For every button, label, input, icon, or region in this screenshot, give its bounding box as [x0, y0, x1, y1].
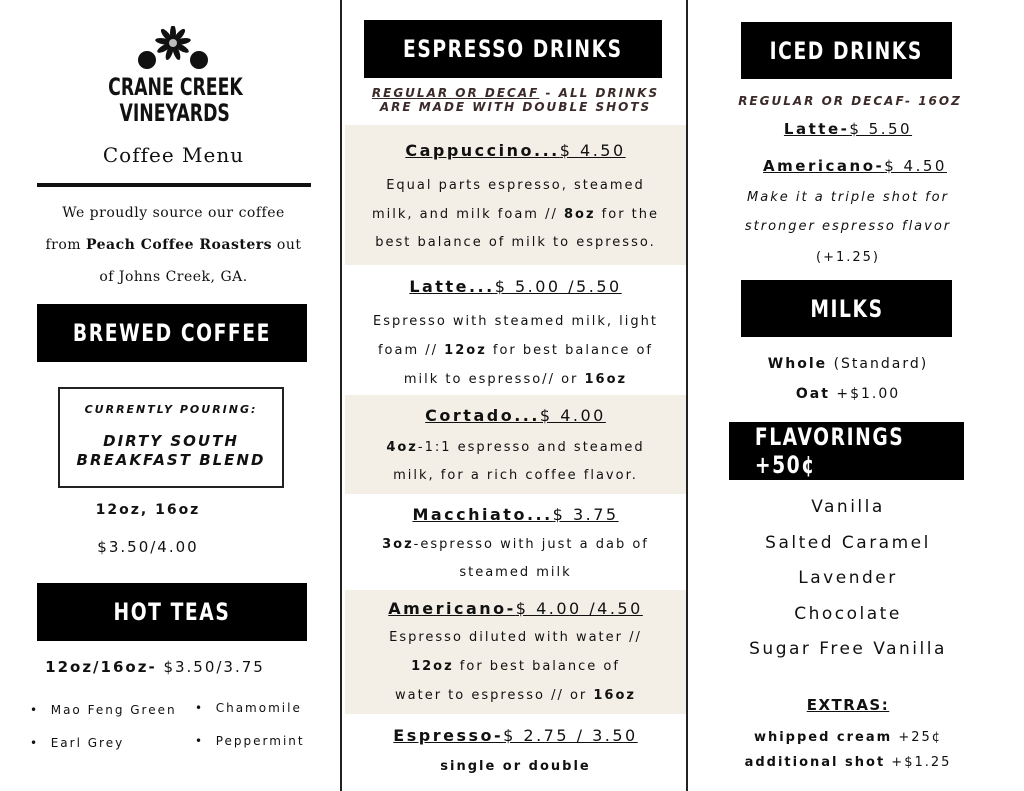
- drink-price: $ 5.50: [849, 120, 913, 138]
- drink-description: steamed milk: [459, 565, 572, 580]
- drink-description: single or double: [440, 759, 591, 774]
- tea-name: Earl Grey: [50, 736, 125, 750]
- desc-size: 4oz: [386, 440, 418, 455]
- desc-size: 8oz: [563, 207, 596, 222]
- tea-item: • Chamomile: [195, 701, 302, 715]
- tea-price: $3.50/3.75: [156, 658, 265, 676]
- header-text: ICED DRINKS: [769, 36, 924, 65]
- milk-option: [700, 386, 996, 402]
- drink-description: best balance of milk to espresso.: [375, 235, 656, 250]
- flavor-item: Sugar Free Vanilla: [749, 639, 947, 659]
- drink-name: Latte-: [783, 120, 850, 138]
- milk-name: Whole: [767, 356, 828, 372]
- column-divider: [686, 0, 688, 791]
- flavor-item: Vanilla: [811, 497, 885, 517]
- iced-note: stronger espresso flavor: [744, 219, 952, 234]
- extra-name: whipped cream: [753, 730, 893, 745]
- brewed-coffee-header: [37, 304, 307, 362]
- desc-text: for best balance of: [453, 659, 620, 674]
- desc-text: milk, and milk foam //: [371, 207, 564, 222]
- extra-item: [700, 730, 996, 746]
- desc-text: water to espresso // or: [395, 688, 594, 703]
- intro-text: out: [271, 237, 302, 253]
- americano-title: [345, 601, 686, 617]
- drink-price: $ 4.00 /4.50: [515, 599, 643, 618]
- flavorings-header: [729, 422, 964, 480]
- drink-description: Equal parts espresso, steamed: [386, 178, 645, 193]
- sunflower-logo-icon: [138, 26, 208, 72]
- milk-price: +$1.00: [829, 386, 901, 402]
- intro-line: We proudly source our coffee: [62, 205, 285, 221]
- cappuccino-title: [345, 143, 686, 159]
- drink-name: Americano-: [388, 599, 516, 618]
- brand-name: [60, 74, 290, 126]
- blend-line: BREAKFAST BLEND: [76, 451, 266, 469]
- desc-text: for the: [595, 207, 660, 222]
- milk-option: [700, 356, 996, 372]
- desc-text: -1:1 espresso and steamed: [417, 440, 645, 455]
- desc-size: 12oz: [411, 659, 454, 674]
- espresso-drinks-header: [364, 20, 662, 78]
- drink-price: $ 2.75 / 3.50: [503, 726, 638, 745]
- latte-title: [345, 279, 686, 295]
- header-text: HOT TEAS: [113, 598, 231, 626]
- title-rule: [37, 183, 311, 187]
- drink-description: Espresso with steamed milk, light: [372, 314, 658, 329]
- drink-description: [345, 659, 686, 675]
- desc-size: 3oz: [382, 537, 414, 552]
- flavor-item: Salted Caramel: [765, 533, 931, 553]
- tea-item: • Peppermint: [195, 734, 305, 748]
- cortado-title: [345, 408, 686, 424]
- desc-text: for best balance of: [486, 343, 654, 358]
- drink-description: milk, for a rich coffee flavor.: [393, 468, 638, 483]
- drink-description: Espresso diluted with water //: [389, 630, 642, 645]
- tea-item: • Mao Feng Green: [30, 703, 177, 717]
- subtitle-text: ARE MADE WITH DOUBLE SHOTS: [379, 100, 652, 114]
- drink-description: [345, 440, 686, 456]
- header-text: FLAVORINGS +50¢: [754, 423, 905, 479]
- intro-line: [20, 237, 327, 253]
- intro-text: from: [45, 237, 86, 253]
- flavor-item: Lavender: [798, 568, 898, 588]
- flavor-item: Chocolate: [794, 604, 902, 624]
- extra-item: [700, 755, 996, 771]
- roaster-name: Peach Coffee Roasters: [86, 237, 272, 253]
- drink-price: $ 3.75: [552, 505, 619, 524]
- column-divider: [340, 0, 342, 791]
- tea-name: Peppermint: [215, 734, 305, 748]
- hot-teas-header: [37, 583, 307, 641]
- subtitle-underlined: REGULAR OR DECAF: [371, 86, 540, 100]
- header-text: BREWED COFFEE: [72, 319, 272, 347]
- blend-line: DIRTY SOUTH: [103, 432, 239, 450]
- desc-text: foam //: [377, 343, 445, 358]
- extra-price: +25¢: [892, 730, 943, 745]
- milk-note: (Standard): [827, 356, 929, 372]
- tea-pricing: [20, 659, 290, 675]
- header-text: MILKS: [809, 294, 884, 323]
- extras-header: EXTRAS:: [806, 696, 890, 714]
- drink-name: Cortado...: [425, 406, 540, 425]
- milk-name: Oat: [795, 386, 830, 402]
- drink-name: Americano-: [763, 157, 885, 175]
- espresso-title: [345, 728, 686, 744]
- iced-note: Make it a triple shot for: [747, 190, 949, 205]
- drink-price: $ 5.00 /5.50: [494, 277, 622, 296]
- drink-name: Cappuccino...: [405, 141, 560, 160]
- drink-description: [345, 688, 686, 704]
- drink-name: Espresso-: [393, 726, 504, 745]
- tea-name: Mao Feng Green: [50, 703, 177, 717]
- iced-americano-title: [700, 158, 1010, 174]
- blend-name: [58, 432, 284, 470]
- brewed-prices: $3.50/4.00: [97, 538, 199, 556]
- drink-name: Macchiato...: [412, 505, 553, 524]
- tea-name: Chamomile: [215, 701, 302, 715]
- desc-text: -espresso with just a dab of: [413, 537, 649, 552]
- extra-name: additional shot: [744, 755, 886, 770]
- tea-sizes: 12oz/16oz-: [45, 658, 157, 676]
- drink-price: $ 4.50: [884, 157, 947, 175]
- menu-title: Coffee Menu: [102, 143, 245, 167]
- desc-text: milk to espresso// or: [403, 372, 585, 387]
- desc-size: 16oz: [593, 688, 636, 703]
- extra-price: +$1.25: [885, 755, 952, 770]
- desc-size: 12oz: [444, 343, 487, 358]
- drink-price: $ 4.50: [559, 141, 626, 160]
- drink-description: [345, 372, 686, 388]
- iced-note: (+1.25): [816, 250, 880, 265]
- milks-header: [741, 280, 952, 337]
- drink-description: [345, 537, 686, 553]
- desc-size: 16oz: [584, 372, 628, 387]
- macchiato-title: [345, 507, 686, 523]
- brand-line-1: CRANE CREEK: [107, 73, 243, 101]
- brewed-sizes: 12oz, 16oz: [95, 502, 201, 518]
- espresso-subtitle: [345, 86, 686, 114]
- tea-item: • Earl Grey: [30, 736, 125, 750]
- pouring-label: CURRENTLY POURING:: [84, 403, 258, 416]
- iced-subtitle: REGULAR OR DECAF- 16OZ: [738, 94, 962, 108]
- header-text: ESPRESSO DRINKS: [403, 35, 623, 63]
- drink-price: $ 4.00: [539, 406, 606, 425]
- subtitle-text: - ALL DRINKS: [539, 86, 660, 100]
- drink-description: [345, 207, 686, 223]
- iced-drinks-header: [741, 22, 952, 79]
- drink-name: Latte...: [409, 277, 495, 296]
- drink-description: [345, 343, 686, 359]
- brand-line-2: VINEYARDS: [119, 99, 231, 127]
- iced-latte-title: [700, 121, 996, 137]
- intro-line: of Johns Creek, GA.: [99, 269, 248, 285]
